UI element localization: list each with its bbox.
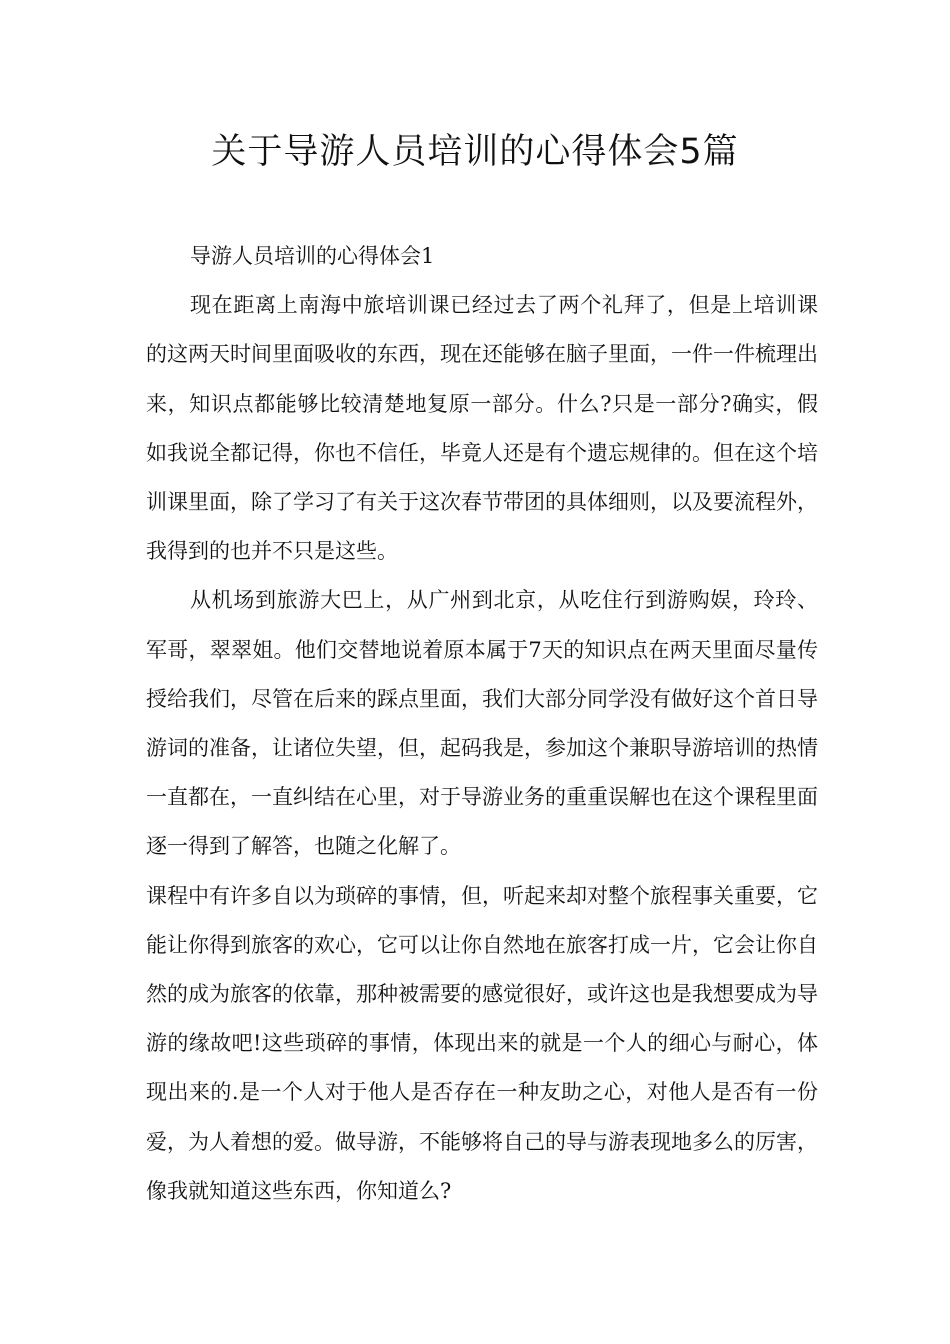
- body-paragraph-1: 现在距离上南海中旅培训课已经过去了两个礼拜了，但是上培训课的这两天时间里面吸收的东西，现在还能够在脑子里面，一件一件梳理出来，知识点都能够比较清楚地复原一部分。什么?只是一部分?确实，假如我说全都记得，你也不信任，毕竟人还是有个遗忘规律的。但在这个培训课里面，除了学习了有关于这次春节带团的具体细则，以及要流程外，我得到的也并不只是这些。: [146, 293, 818, 564]
- body-paragraph-2: 从机场到旅游大巴上，从广州到北京，从吃住行到游购娱，玲玲、军哥，翠翠姐。他们交替地说着原本属于7天的知识点在两天里面尽量传授给我们，尽管在后来的踩点里面，我们大部分同学没有做好这个首日导游词的准备，让诸位失望，但，起码我是，参加这个兼职导游培训的热情一直都在，一直纠结在心里，对于导游业务的重重误解也在这个课程里面逐一得到了解答，也随之化解了。: [146, 588, 818, 859]
- document-body: [146, 232, 818, 1216]
- document-title: 关于导游人员培训的心得体会5篇: [211, 132, 739, 172]
- section-heading: 导游人员培训的心得体会1: [190, 244, 435, 268]
- body-paragraph-3: 课程中有许多自以为琐碎的事情，但，听起来却对整个旅程事关重要，它能让你得到旅客的欢心，它可以让你自然地在旅客打成一片，它会让你自然的成为旅客的依靠，那种被需要的感觉很好，或许这也是我想要成为导游的缘故吧!这些琐碎的事情，体现出来的就是一个人的细心与耐心，体现出来的.是一个人对于他人是否存在一种友助之心，对他人是否有一份爱，为人着想的爱。做导游，不能够将自己的导与游表现地多么的厉害，像我就知道这些东西，你知道么?: [146, 883, 818, 1203]
